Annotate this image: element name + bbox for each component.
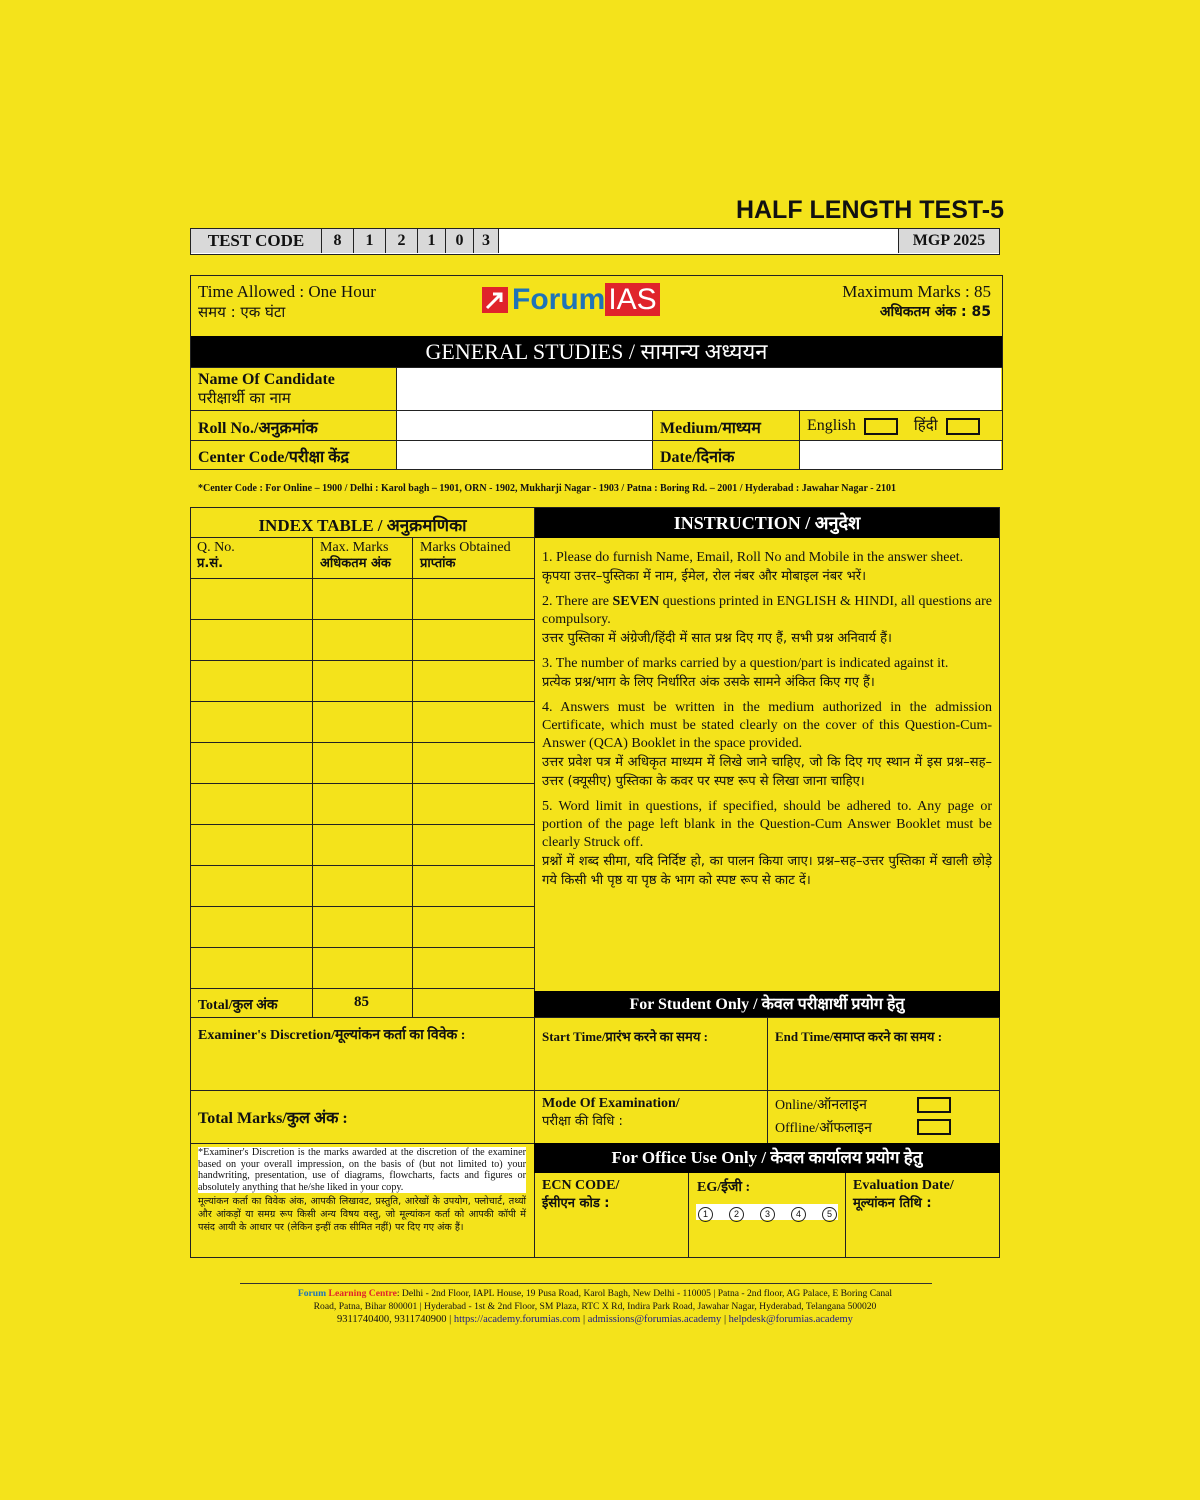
office-use-title: For Office Use Only / केवल कार्यालय प्रयोग हेतु (534, 1143, 1000, 1173)
mode-online (775, 1095, 867, 1114)
candidate-name-field[interactable] (398, 369, 1000, 409)
arrow-logo-icon (482, 287, 508, 313)
index-row-line (190, 701, 535, 702)
date-field[interactable] (801, 442, 1000, 468)
instruction-3: 3. The number of marks carried by a question/part is indicated against it. प्रत्येक प्रश्न/भाग के लिए निर्धारित अंक उसके सामने अंकित किए गए हैं। (542, 656, 949, 690)
examiner-note-hi: मूल्यांकन कर्ता का विवेक अंक, आपकी लिखावट, प्रस्तुति, आरेखों के उपयोग, फ्लोचार्ट, तथ्यों और आंकड़ों या समग्र रूप किसी अन्य विषय वस्तु, जो मूल्यांकन कर्ता को आपकी कॉपी में पसंद आयी के आधार पर (लेकिन इन्हीं तक सीमित नहीं) पर दिए गए अंक हैं। (198, 1196, 526, 1233)
col-maxmarks-header (320, 540, 391, 572)
center-code-note: *Center Code : For Online – 1900 / Delhi : Karol bagh – 1901, ORN - 1902, Mukharji Nagar - 1903 / Patna : Boring Rd. – 2001 / Hyderabad : Jawahar Nagar - 2101 (198, 483, 897, 494)
footer (190, 1287, 1000, 1326)
ecn-code-label (542, 1177, 619, 1213)
col-obtained-en: Marks Obtained (420, 540, 511, 555)
index-total-value: 85 (354, 994, 369, 1010)
center-code-field[interactable] (398, 442, 650, 468)
candidate-name-en: Name Of Candidate (198, 371, 335, 388)
date-label: Date/दिनांक (660, 449, 735, 466)
time-allowed (198, 282, 376, 322)
eg-option-3[interactable]: 3 (760, 1207, 775, 1222)
col-qno-en: Q. No. (197, 540, 235, 555)
index-table (190, 507, 535, 1018)
instruction-2: 2. There are SEVEN questions printed in ENGLISH & HINDI, all questions are compulsory. उत्तर पुस्तिका में अंग्रेजी/हिंदी में सात प्रश्न दिए गए हैं, सभी प्रश्न अनिवार्य हैं। (542, 594, 993, 646)
index-row-line (190, 578, 535, 579)
medium-hindi-label: हिंदी (913, 416, 938, 434)
index-row-line (190, 865, 535, 866)
index-row-line (190, 988, 535, 989)
evaluation-date-label (853, 1177, 954, 1213)
roll-no-label: Roll No./अनुक्रमांक (198, 420, 318, 437)
time-allowed-hi: समय : एक घंटा (198, 303, 286, 321)
index-table-title: INDEX TABLE / अनुक्रमणिका (258, 516, 467, 535)
instructions-body (542, 549, 992, 890)
center-code-label: Center Code/परीक्षा केंद्र (198, 449, 349, 466)
col-obtained-header (420, 540, 511, 572)
index-row-line (190, 619, 535, 620)
index-row-line (190, 824, 535, 825)
mode-offline-label: Offline/ऑफलाइन (775, 1121, 872, 1136)
instruction-1: 1. Please do furnish Name, Email, Roll No and Mobile in the answer sheet. कृपया उत्तर–पुस्तिका में नाम, ईमेल, रोल नंबर और मोबाइल नंबर भरें। (542, 550, 964, 584)
test-code-digit: 1 (418, 229, 446, 253)
evaluation-date-en: Evaluation Date/ (853, 1178, 954, 1193)
test-code-digit: 8 (322, 229, 354, 253)
index-row-line (190, 947, 535, 948)
ecn-code-hi: ईसीएन कोड : (542, 1196, 610, 1211)
mode-online-checkbox[interactable] (917, 1097, 951, 1113)
test-code-bar (190, 228, 1000, 255)
medium-hindi-checkbox[interactable] (946, 418, 980, 435)
medium-label: Medium/माध्यम (660, 420, 761, 437)
col-qno-header (197, 540, 235, 572)
instruction-5: 5. Word limit in questions, if specified, should be adhered to. Any page or portion of the page left blank in the Question-Cum Answer Booklet must be clearly Struck off. प्रश्नों में शब्द सीमा, यदि निर्दिष्ट हो, का पालन किया जाए। प्रश्न–सह–उत्तर पुस्तिका में खाली छोड़े गये किसी भी पृष्ठ या पृष्ठ के भाग को स्पष्ट रूप से काट दें। (542, 799, 992, 888)
test-title: HALF LENGTH TEST-5 (735, 196, 1004, 224)
mode-offline (775, 1118, 872, 1137)
examiner-note-en: *Examiner's Discretion is the marks awarded at the discretion of the examiner based on your overall impression, on the basis of (but not limited to) your handwriting, presentation, use of diagrams, flowcharts, facts and figures or absolutely anything that he/she liked in your copy. (198, 1147, 526, 1193)
footer-helpdesk-email[interactable]: helpdesk@forumias.academy (728, 1314, 853, 1325)
eg-option-5[interactable]: 5 (822, 1207, 837, 1222)
index-row-line (190, 742, 535, 743)
subject-banner: GENERAL STUDIES / सामान्य अध्ययन (191, 336, 1002, 367)
maximum-marks (842, 282, 991, 322)
test-code-digit: 1 (354, 229, 386, 253)
medium-english-checkbox[interactable] (864, 418, 898, 435)
footer-brand-rest: Learning Centre (326, 1288, 397, 1299)
mode-exam-en: Mode Of Examination/ (542, 1096, 680, 1111)
eg-option-1[interactable]: 1 (698, 1207, 713, 1222)
examiner-note (198, 1147, 526, 1234)
mode-exam-label (542, 1095, 680, 1131)
col-maxmarks-hi: अधिकतम अंक (320, 556, 391, 571)
footer-website-link[interactable]: https://academy.forumias.com (453, 1314, 581, 1325)
forumias-logo (482, 283, 660, 317)
footer-admissions-email[interactable]: admissions@forumias.academy (587, 1314, 722, 1325)
roll-no-field[interactable] (398, 412, 650, 439)
index-total-label: Total/कुल अंक (198, 998, 278, 1013)
evaluation-date-hi: मूल्यांकन तिथि : (853, 1196, 932, 1211)
ecn-code-en: ECN CODE/ (542, 1178, 620, 1193)
start-time-label: Start Time/प्रारंभ करने का समय : (542, 1029, 708, 1044)
index-row-line (190, 906, 535, 907)
medium-options (807, 415, 980, 435)
end-time-label: End Time/समाप्त करने का समय : (775, 1029, 943, 1044)
test-code-digit: 0 (446, 229, 474, 253)
medium-english-label: English (807, 417, 856, 434)
eg-options (696, 1204, 838, 1220)
program-label: MGP 2025 (898, 229, 999, 253)
student-only-title: For Student Only / केवल परीक्षार्थी प्रयोग हेतु (534, 991, 1000, 1018)
time-allowed-en: Time Allowed : One Hour (198, 282, 376, 301)
candidate-name-label (198, 371, 335, 407)
eg-option-2[interactable]: 2 (729, 1207, 744, 1222)
test-code-digit: 2 (386, 229, 418, 253)
col-qno-hi: प्र.सं. (197, 556, 224, 571)
col-obtained-hi: प्राप्तांक (420, 556, 456, 571)
total-marks-label: Total Marks/कुल अंक : (198, 1110, 348, 1127)
logo-forum: Forum (512, 283, 606, 316)
maximum-marks-hi: अधिकतम अंक : 85 (879, 304, 991, 320)
footer-contacts: 9311740400, 9311740900 | https://academy.forumias.com | admissions@forumias.academy | helpdesk@forumias.academy (337, 1314, 853, 1325)
footer-brand-forum: Forum (297, 1288, 327, 1299)
instructions-title: INSTRUCTION / अनुदेश (535, 508, 999, 538)
col-maxmarks-en: Max. Marks (320, 540, 389, 555)
instruction-4: 4. Answers must be written in the medium authorized in the admission Certificate, which must be stated clearly on the cover of this Question-Cum-Answer (QCA) Booklet in the space provided. उत्तर प्रवेश पत्र में अधिकृत माध्यम में लिखे जाने चाहिए, जो कि दिए गए स्थान में इस प्रश्न–सह–उत्तर (क्यूसीए) पुस्तिका के कवर पर स्पष्ट रूप से लिखा जाना चाहिए। (542, 700, 992, 789)
footer-phones: 9311740400, 9311740900 (337, 1314, 447, 1325)
eg-option-4[interactable]: 4 (791, 1207, 806, 1222)
index-row-line (190, 783, 535, 784)
examiner-discretion-label: Examiner's Discretion/मूल्यांकन कर्ता का विवेक : (198, 1028, 466, 1043)
mode-offline-checkbox[interactable] (917, 1119, 951, 1135)
test-code-digit: 3 (474, 229, 499, 253)
maximum-marks-en: Maximum Marks : 85 (842, 282, 991, 301)
mode-exam-hi: परीक्षा की विधि : (542, 1114, 623, 1129)
mode-online-label: Online/ऑनलाइन (775, 1098, 867, 1113)
footer-address-2: Road, Patna, Bihar 800001 | Hyderabad - 1st & 2nd Floor, SM Plaza, RTC X Rd, Indira Park Road, Jawahar Nagar, Hyderabad, Telangana 500020 (313, 1301, 877, 1312)
candidate-name-hi: परीक्षार्थी का नाम (198, 389, 291, 407)
index-row-line (190, 660, 535, 661)
test-code-label: TEST CODE (191, 229, 322, 253)
logo-ias: IAS (605, 283, 659, 316)
eg-label: EG/ईजी : (697, 1180, 751, 1195)
footer-address-1: Forum Learning Centre: Delhi - 2nd Floor, IAPL House, 19 Pusa Road, Karol Bagh, New Delhi - 110005 | Patna - 2nd floor, AG Palace, E Boring Canal (297, 1288, 893, 1299)
